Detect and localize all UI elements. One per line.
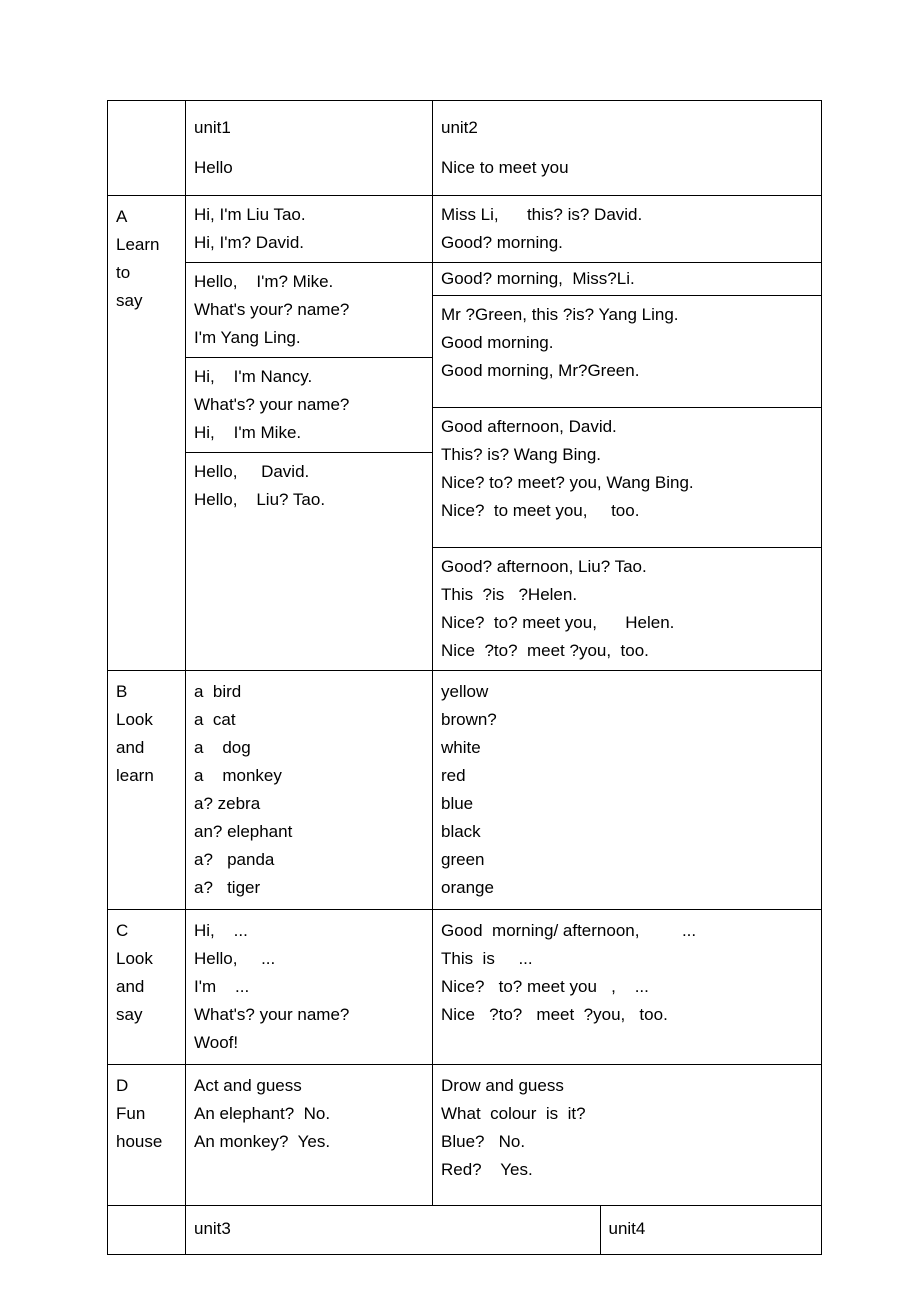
section-row-c [108,910,822,1065]
section-a-unit2-blocks [433,196,821,670]
dialogue-line: Hi, I'm Mike. [194,423,302,442]
section-c-unit1-cell [186,910,433,1065]
section-b-label-line: Look [116,710,153,729]
dialogue-line: Hello, David. [194,462,310,481]
section-a-unit2-cell [433,196,822,671]
word-line: green [441,850,485,869]
dialogue-line: What's? your name? [194,395,350,414]
footer-corner-text [108,1206,185,1226]
word-line: blue [441,794,474,813]
units-summary-table [107,100,822,1255]
footer-units-split [186,1206,822,1254]
dialogue-line: Woof! [194,1033,239,1052]
section-c-unit2-cell [433,910,822,1065]
word-line: orange [441,878,494,897]
section-b-unit2-cell [433,671,822,910]
dialogue-line: Good? morning. [441,233,563,252]
dialogue-block [433,296,821,408]
word-line: red [441,766,466,785]
unit1-topic: Hello [194,158,233,177]
dialogue-block-cell [433,196,821,263]
dialogue-line: This? is? Wang Bing. [441,445,601,464]
section-c-label-line: say [116,1005,143,1024]
footer-unit4-cell [600,1206,822,1254]
dialogue-block-cell [433,408,821,548]
dialogue-block [433,548,821,671]
section-d-label-line: house [116,1132,163,1151]
section-a-label-line: to [116,263,131,282]
dialogue-block-cell [186,263,432,358]
word-line: brown? [441,710,497,729]
dialogue-line: Hello, I'm? Mike. [194,272,334,291]
section-row-b [108,671,822,910]
dialogue-block [186,358,432,453]
dialogue-line: Nice? to meet you, too. [441,501,640,520]
word-line: a dog [194,738,251,757]
section-a-label-cell [108,196,186,671]
header-corner-cell [108,101,186,196]
dialogue-line: Hi, I'm? David. [194,233,304,252]
dialogue-line: Nice? to? meet you , ... [441,977,649,996]
dialogue-line: What's your? name? [194,300,350,319]
dialogue-line: Miss Li, this? is? David. [441,205,643,224]
section-a-unit1-blocks [186,196,432,519]
dialogue-block [186,263,432,358]
unit1-name: unit1 [194,118,231,137]
unit2-topic: Nice to meet you [441,158,569,177]
dialogue-line: Hi, ... [194,921,248,940]
dialogue-block [433,408,821,548]
section-b-label-line: B [116,682,128,701]
unit3-name: unit3 [194,1219,231,1238]
section-b-label-line: and [116,738,145,757]
dialogue-block-cell [186,358,432,453]
dialogue-line: Hi, I'm Liu Tao. [194,205,306,224]
dialogue-line: Nice ?to? meet ?you, too. [441,1005,668,1024]
header-unit1-cell [186,101,433,196]
dialogue-line: What colour is it? [441,1104,586,1123]
section-d-label-line: D [116,1076,129,1095]
word-line: an? elephant [194,822,293,841]
word-line: a cat [194,710,236,729]
section-c-label-line: C [116,921,129,940]
word-line: white [441,738,481,757]
section-d-unit1-cell [186,1065,433,1206]
footer-units-cell [186,1206,822,1255]
dialogue-line: Blue? No. [441,1132,526,1151]
dialogue-line: Good? morning, Miss?Li. [441,269,635,288]
dialogue-line: Nice? to? meet? you, Wang Bing. [441,473,694,492]
word-line: a monkey [194,766,282,785]
dialogue-block [433,196,821,263]
dialogue-line: Hello, Liu? Tao. [194,490,326,509]
section-c-label-line: and [116,977,145,996]
word-line: a? tiger [194,878,261,897]
section-a-label-line: A [116,207,128,226]
dialogue-line: An elephant? No. [194,1104,331,1123]
footer-units-row [186,1206,822,1254]
dialogue-line: What's? your name? [194,1005,350,1024]
dialogue-line: Red? Yes. [441,1160,533,1179]
dialogue-line: I'm ... [194,977,250,996]
unit4-name: unit4 [608,1219,646,1238]
dialogue-line: Good morning. [441,333,554,352]
dialogue-line: Drow and guess [441,1076,564,1095]
footer-corner-cell [108,1206,186,1255]
dialogue-line: Nice ?to? meet ?you, too. [441,641,649,660]
dialogue-line: Good morning/ afternoon, ... [441,921,697,940]
word-line: a? zebra [194,794,261,813]
table-header-row [108,101,822,196]
section-d-label-cell [108,1065,186,1206]
dialogue-block [433,263,821,296]
section-row-a [108,196,822,671]
table-footer-row [108,1206,822,1255]
dialogue-line: Nice? to? meet you, Helen. [441,613,675,632]
section-row-d [108,1065,822,1206]
dialogue-block-cell [186,453,432,520]
word-line: a bird [194,682,242,701]
word-line: a? panda [194,850,275,869]
section-b-unit1-cell [186,671,433,910]
section-a-label-line: say [116,291,143,310]
dialogue-block-cell [433,296,821,408]
unit2-name: unit2 [441,118,478,137]
dialogue-line: Good? afternoon, Liu? Tao. [441,557,647,576]
dialogue-line: Hello, ... [194,949,276,968]
word-line: yellow [441,682,489,701]
header-unit2-cell [433,101,822,196]
section-d-label-line: Fun [116,1104,146,1123]
dialogue-line: Mr ?Green, this ?is? Yang Ling. [441,305,679,324]
section-b-label-line: learn [116,766,154,785]
section-a-label-line: Learn [116,235,160,254]
section-d-unit2-cell [433,1065,822,1206]
dialogue-line: Good morning, Mr?Green. [441,361,640,380]
dialogue-block-cell [433,263,821,296]
dialogue-line: This ?is ?Helen. [441,585,578,604]
dialogue-block [186,196,432,263]
dialogue-line: I'm Yang Ling. [194,328,301,347]
header-corner-text [108,101,185,115]
dialogue-line: This is ... [441,949,533,968]
section-c-label-line: Look [116,949,153,968]
dialogue-block-cell [186,196,432,263]
dialogue-line: Good afternoon, David. [441,417,617,436]
dialogue-block-cell [433,548,821,671]
section-c-label-cell [108,910,186,1065]
section-b-label-cell [108,671,186,910]
dialogue-line: Hi, I'm Nancy. [194,367,313,386]
dialogue-line: An monkey? Yes. [194,1132,331,1151]
footer-unit3-cell [186,1206,600,1254]
section-a-unit1-cell [186,196,433,671]
dialogue-block [186,453,432,520]
dialogue-line: Act and guess [194,1076,302,1095]
word-line: black [441,822,481,841]
